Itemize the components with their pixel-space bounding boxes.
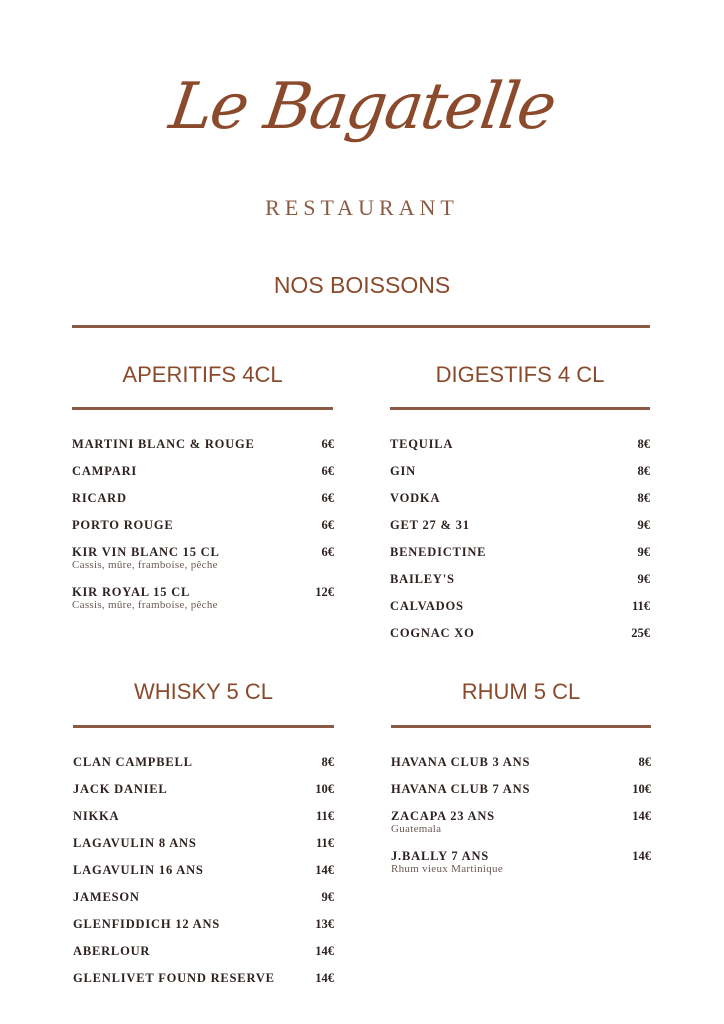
menu-item (390, 464, 650, 491)
item-name: HAVANA CLUB 7 ANS (391, 782, 531, 796)
menu-item (390, 626, 650, 653)
item-name: RICARD (72, 491, 127, 505)
item-price: 6€ (321, 518, 334, 532)
item-price: 6€ (321, 491, 334, 505)
section-title-rhum: RHUM 5 CL (461, 679, 581, 704)
section-divider (73, 725, 334, 728)
menu-item (73, 863, 334, 890)
item-name: GLENLIVET FOUND RESERVE (73, 971, 275, 985)
item-price: 12€ (315, 584, 334, 599)
menu-item (73, 890, 334, 917)
item-price: 13€ (315, 917, 334, 931)
item-name: J.BALLY 7 ANS (391, 848, 490, 863)
item-description: Cassis, mûre, framboise, pêche (72, 598, 218, 611)
restaurant-logo: Le Bagatelle (165, 70, 559, 144)
menu-item (391, 809, 651, 849)
item-price: 8€ (638, 755, 651, 769)
title-divider (72, 325, 650, 328)
item-name: KIR VIN BLANC 15 CL (72, 545, 220, 559)
item-description: Guatemala (391, 823, 442, 835)
menu-item (73, 809, 334, 836)
item-name: LAGAVULIN 16 ANS (73, 863, 204, 877)
item-price: 6€ (321, 464, 334, 478)
menu-item (390, 518, 650, 545)
menu-item (73, 917, 334, 944)
item-price: 14€ (632, 809, 651, 823)
menu-item (390, 599, 650, 626)
menu-item (72, 518, 334, 545)
section-title-digestifs: DIGESTIFS 4 CL (435, 362, 605, 387)
item-name: GIN (390, 464, 417, 478)
item-price: 9€ (637, 518, 650, 532)
item-price: 8€ (637, 464, 650, 478)
restaurant-subtitle: RESTAURANT (265, 195, 459, 220)
menu-item (391, 755, 651, 782)
item-price: 11€ (315, 809, 334, 823)
item-name: JAMESON (73, 890, 140, 904)
item-name: KIR ROYAL 15 CL (72, 584, 191, 599)
item-price: 6€ (321, 545, 334, 559)
item-price: 14€ (315, 944, 334, 958)
item-price: 9€ (637, 572, 650, 586)
item-name: HAVANA CLUB 3 ANS (391, 755, 531, 769)
item-price: 14€ (632, 848, 651, 863)
item-name: NIKKA (73, 809, 120, 823)
section-title-whisky: WHISKY 5 CL (134, 679, 273, 704)
aperitifs-list (72, 437, 334, 624)
menu-item (391, 782, 651, 809)
item-name: JACK DANIEL (73, 782, 168, 796)
item-price: 25€ (631, 626, 650, 640)
menu-item (73, 782, 334, 809)
menu-item (73, 971, 334, 998)
digestifs-list (390, 437, 650, 653)
section-divider (72, 407, 333, 410)
item-name: ZACAPA 23 ANS (391, 809, 495, 823)
menu-item (391, 849, 651, 889)
item-price: 10€ (315, 782, 334, 796)
page-title: NOS BOISSONS (273, 272, 451, 298)
menu-item (73, 944, 334, 971)
menu-item (390, 545, 650, 572)
item-name: MARTINI BLANC & ROUGE (72, 437, 255, 451)
item-price: 10€ (632, 782, 651, 796)
item-description: Rhum vieux Martinique (391, 862, 504, 875)
menu-item (390, 437, 650, 464)
section-title-aperitifs: APERITIFS 4CL (122, 362, 283, 387)
menu-item (73, 836, 334, 863)
item-name: TEQUILA (390, 437, 454, 451)
item-price: 11€ (631, 599, 650, 613)
item-name: CLAN CAMPBELL (73, 755, 193, 769)
item-price: 14€ (315, 863, 334, 877)
menu-item (73, 755, 334, 782)
item-name: BENEDICTINE (390, 545, 487, 559)
section-divider (391, 725, 651, 728)
item-name: GLENFIDDICH 12 ANS (73, 917, 221, 931)
item-name: VODKA (390, 491, 441, 505)
menu-item (72, 437, 334, 464)
item-name: BAILEY'S (390, 572, 455, 586)
item-name: COGNAC XO (390, 626, 475, 640)
item-name: LAGAVULIN 8 ANS (73, 836, 197, 850)
item-price: 8€ (637, 491, 650, 505)
menu-item (390, 491, 650, 518)
section-divider (390, 407, 650, 410)
item-price: 9€ (321, 890, 334, 904)
item-price: 8€ (321, 755, 334, 769)
menu-item (72, 464, 334, 491)
whisky-list (73, 755, 334, 998)
menu-item (72, 491, 334, 518)
item-price: 14€ (315, 971, 334, 985)
menu-item (72, 545, 334, 585)
item-name: PORTO ROUGE (72, 518, 174, 532)
item-price: 8€ (637, 437, 650, 451)
item-price: 6€ (321, 437, 334, 451)
item-price: 9€ (637, 545, 650, 559)
item-price: 11€ (315, 836, 334, 850)
rhum-list (391, 755, 651, 888)
menu-item (390, 572, 650, 599)
menu-item (72, 585, 334, 625)
item-name: CALVADOS (390, 599, 464, 613)
item-description: Cassis, mûre, framboise, pêche (72, 559, 218, 571)
item-name: GET 27 & 31 (390, 518, 470, 532)
item-name: CAMPARI (72, 464, 138, 478)
item-name: ABERLOUR (73, 944, 151, 958)
